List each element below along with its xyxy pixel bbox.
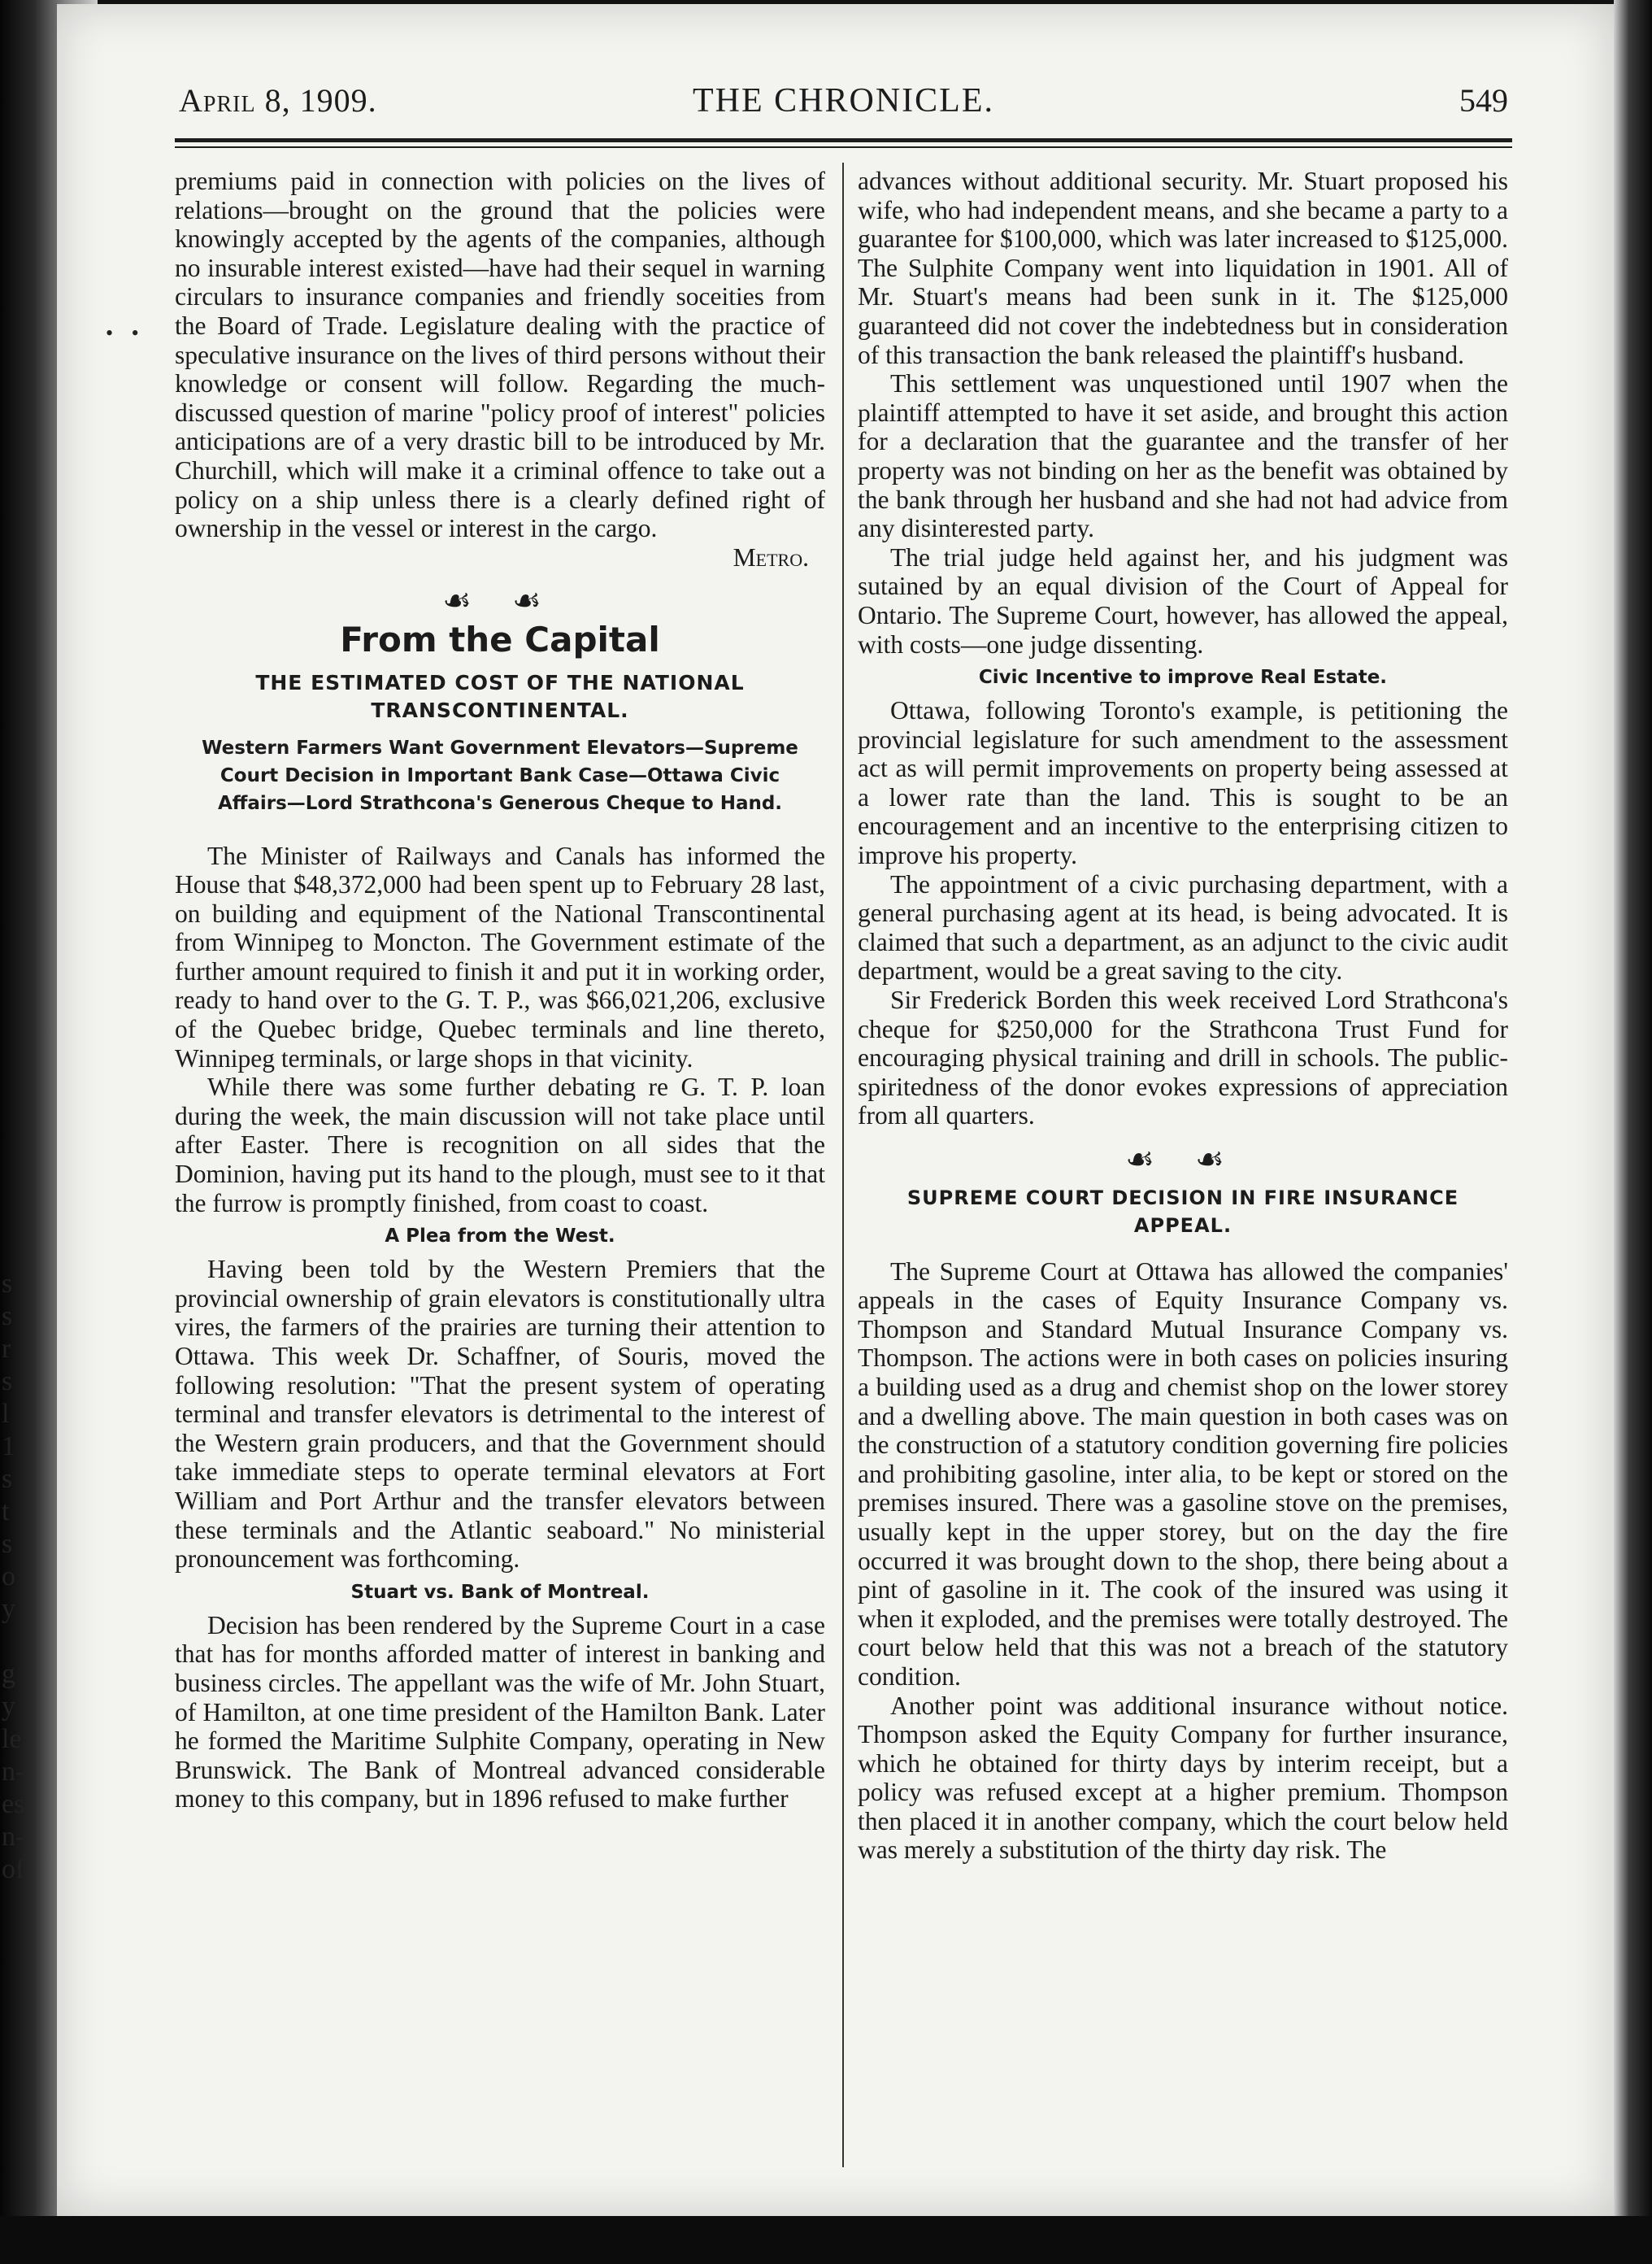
subheading-plea: A Plea from the West. [385, 1226, 615, 1247]
left-column [175, 167, 825, 1813]
header-rule-thin [175, 146, 1512, 148]
section-title-fire: SUPREME COURT DECISION IN FIRE INSURANCE APPEAL. [906, 1186, 1459, 1237]
right-column [858, 167, 1508, 1865]
paragraph-railways: The Minister of Railways and Canals has informed the House that $48,372,000 had been spent up to February 28 last, on building and equipment of the National Transcontinental from Winnipeg to Moncton. The Government estimate of the further amount required to finish it and put it in working order, ready to hand over to the G. T. P., was $66,021,206, exclusive of the Quebec bridge, Quebec terminals and line thereto, Winnipeg terminals, or large shops in that vicinity. [175, 841, 825, 1073]
section-subtitle: THE ESTIMATED COST OF THE NATIONAL TRANSCONTINENTAL. [255, 670, 745, 722]
signature-text: Metro. [733, 542, 809, 572]
margin-dots: • • [106, 321, 146, 345]
header-date: April 8, 1909. [179, 82, 377, 119]
intro-paragraph: premiums paid in connection with policies on the lives of relations—brought on the ground that the policies were knowingly accepted by the agents of the companies, although no insurable interest existed—have had their sequel in warning circulars to insurance companies and friendly soceities from the Board of Trade. Legislature dealing with the practice of speculative insurance on the lives of third persons without their knowledge or consent will follow. Regarding the much-discussed question of marine "policy proof of interest" policies anticipations are of a very drastic bill to be introduced by Mr. Churchill, which will make it a criminal offence to take out a policy on a ship unless there is a clearly defined right of ownership in the vessel or interest in the cargo. [175, 167, 825, 543]
margin-fragment: y [2, 1691, 15, 1722]
section-summary: Western Farmers Want Government Elevators—Supreme Court Decision in Important Bank Case—Ottawa Civic Affairs—Lord Strathcona's Generous Cheque to Hand. [202, 737, 798, 814]
margin-fragment: s [2, 1366, 13, 1396]
margin-fragment: g [2, 1659, 15, 1689]
margin-fragment: l [2, 1399, 10, 1429]
margin-fragment: r [2, 1334, 11, 1364]
margin-fragment: s [2, 1269, 13, 1299]
paragraph-gtp-loan: While there was some further debating re G. T. P. loan during the week, the main discussion will not take place until after Easter. There is recognition on all sides that the Dominion, having put its hand to the plough, must see to it that the furrow is promptly finished, from coast to coast. [175, 1073, 825, 1217]
margin-fragment: s [2, 1529, 13, 1559]
ornament-divider: ☙ ☙ [442, 582, 558, 620]
paragraph-ottawa: Ottawa, following Toronto's example, is petitioning the provincial legislature for such amendment to the assessment act as will permit improvements on property being assessed at a lower rate than the land. This is sought to be an encouragement and an incentive to the enterprising citizen to improve his property. [858, 696, 1508, 870]
ornament-divider-right: ☙ ☙ [1125, 1141, 1241, 1178]
margin-fragment: o [2, 1561, 15, 1591]
paragraph-elevators: Having been told by the Western Premiers that the provincial ownership of grain elevators is constitutionally ultra vires, the farmers of the prairies are turning their attention to Ottawa. This week Dr. Schaffner, of Souris, moved the following resolution: "That the present system of operating terminal and transfer elevators is detrimental to the interest of the Western grain producers, and that the Government should take immediate steps to operate terminal elevators at Fort William and Port Arthur and the transfer elevators between these terminals and the Atlantic seaboard." No ministerial pronouncement was forthcoming. [175, 1255, 825, 1574]
header-rule-thick [175, 138, 1512, 142]
paragraph-additional-insurance: Another point was additional insurance without notice. Thompson asked the Equity Company for further insurance, which he obtained for thirty days by interim receipt, but a policy was refused except at a higher premium. Thompson then placed it in another company, which the court below held was merely a substitution of the thirty day risk. The [858, 1691, 1508, 1865]
right-edge-shadow [1614, 0, 1652, 2264]
bottom-edge-shadow [0, 2216, 1652, 2264]
margin-fragment: of [2, 1854, 25, 1884]
margin-fragment: s [2, 1301, 13, 1331]
margin-fragment: 1 [2, 1431, 15, 1461]
margin-fragment: y [2, 1594, 15, 1624]
section-title: From the Capital [340, 619, 660, 660]
margin-fragment: es [2, 1789, 25, 1819]
paragraph-stuart-cont: advances without additional security. Mr. Stuart proposed his wife, who had independent means, and she became a party to a guarantee for $100,000, which was later increased to $125,000. The Sulphite Company went into liquidation in 1901. All of Mr. Stuart's means had been sunk in it. The $125,000 guaranteed did not cover the indebtedness but in consideration of this transaction the bank released the plaintiff's husband. [858, 167, 1508, 369]
paragraph-borden: Sir Frederick Borden this week received Lord Strathcona's cheque for $250,000 for the Strathcona Trust Fund for encouraging physical training and drill in schools. The public-spiritedness of the donor evokes expressions of appreciation from all quarters. [858, 986, 1508, 1130]
subheading-stuart: Stuart vs. Bank of Montreal. [350, 1581, 650, 1603]
subheading-civic: Civic Incentive to improve Real Estate. [978, 667, 1388, 689]
margin-fragment: t [2, 1496, 10, 1526]
paragraph-trial: The trial judge held against her, and his judgment was sutained by an equal division of the Court of Appeal for Ontario. The Supreme Court, however, has allowed the appeal, with costs—one judge dissenting. [858, 542, 1508, 659]
paragraph-fire-insurance: The Supreme Court at Ottawa has allowed the companies' appeals in the cases of Equity Insurance Company vs. Thompson and Standard Mutual Insurance Company vs. Thompson. The actions were in both cases on policies insuring a building used as a drug and chemist shop on the lower storey and a dwelling above. The main question in both cases was on the construction of a statutory condition governing fire policies and prohibiting gasoline, inter alia, to be kept or stored on the premises insured. There was a gasoline stove on the premises, usually kept in the upper storey, but on the day the fire occurred it was brought down to the shop, there being about a pint of gasoline in it. The cook of the insured was using it when it exploded, and the premises were totally destroyed. The court below held that this was not a breach of the statutory condition. [858, 1256, 1508, 1691]
paragraph-purchasing: The appointment of a civic purchasing department, with a general purchasing agent at its head, is being advocated. It is claimed that such a department, as an adjunct to the civic audit department, would be a great saving to the city. [858, 869, 1508, 986]
page-number: 549 [1459, 82, 1508, 119]
margin-fragment: s [2, 1464, 13, 1494]
margin-fragment [2, 1626, 34, 1659]
running-header [179, 81, 1508, 130]
header-title: THE CHRONICLE. [693, 82, 994, 120]
margin-fragment: n- [2, 1757, 25, 1787]
paragraph-stuart: Decision has been rendered by the Supreme Court in a case that has for months afforded matter of interest in banking and business circles. The appellant was the wife of Mr. John Stuart, of Hamilton, at one time president of the Hamilton Bank. Later he formed the Maritime Sulphite Company, operating in New Brunswick. The Bank of Montreal advanced considerable money to this company, but in 1896 refused to make further [175, 1610, 825, 1813]
previous-page-fragments [2, 1269, 34, 1887]
column-divider [842, 163, 844, 2167]
signature [175, 543, 825, 573]
paragraph-settlement: This settlement was unquestioned until 1907 when the plaintiff attempted to have it set aside, and brought this action for a declaration that the guarantee and the transfer of her property was not binding on her as the benefit was obtained by the bank through her husband and she had not had advice from any disinterested party. [858, 369, 1508, 543]
margin-fragment: le [2, 1724, 22, 1754]
margin-fragment: n- [2, 1822, 25, 1852]
